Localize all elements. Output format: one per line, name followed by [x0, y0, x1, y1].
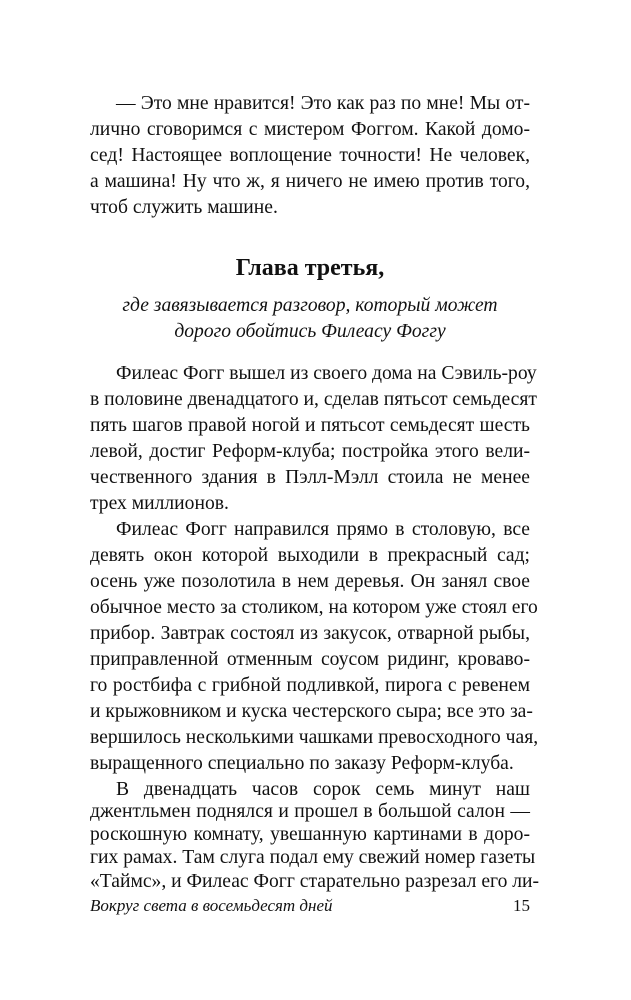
text-line: прибор. Завтрак состоял из закусок, отварной рыбы,	[90, 623, 530, 644]
text-line: выращенного специально по заказу Реформ-клуба.	[90, 753, 514, 774]
text-line: сед! Настоящее воплощение точности! Не человек,	[90, 145, 530, 166]
text-line: чтоб служить машине.	[90, 197, 278, 218]
text-line: вершилось несколькими чашками превосходного чая,	[90, 727, 539, 748]
text-line: и крыжовником и куска честерского сыра; все это за-	[90, 701, 533, 722]
text-line: Филеас Фогг вышел из своего дома на Сэвиль-роу	[116, 363, 537, 384]
text-line: роскошную комнату, увешанную картинами в доро-	[90, 824, 530, 845]
chapter-title: Глава третья,	[235, 255, 385, 281]
text-line: В двенадцать часов сорок семь минут наш	[116, 779, 530, 800]
text-line: «Таймс», и Филеас Фогг старательно разрезал его ли-	[90, 871, 540, 892]
text-line: джентльмен поднялся и прошел в большой салон —	[90, 801, 530, 822]
chapter-subtitle-line: дорого обойтись Филеасу Фоггу	[174, 321, 446, 342]
chapter-subtitle-line: где завязывается разговор, который может	[122, 295, 498, 316]
text-line: го ростбифа с грибной подливкой, пирога с ревенем	[90, 675, 530, 696]
text-line: а машина! Ну что ж, я ничего не имею против того,	[90, 171, 530, 192]
text-line: пять шагов правой ногой и пятьсот семьдесят шесть	[90, 415, 530, 436]
text-line: трех миллионов.	[90, 493, 229, 514]
text-line: девять окон которой выходили в прекрасный сад;	[90, 545, 530, 566]
text-line: левой, достиг Реформ-клуба; постройка этого вели-	[90, 441, 530, 462]
text-line: в половине двенадцатого и, сделав пятьсот семьдесят	[90, 389, 537, 410]
text-line: чественного здания в Пэлл-Мэлл стоила не менее	[90, 467, 530, 488]
running-footer-title: Вокруг света в восемьдесят дней	[90, 896, 333, 915]
text-line: лично сговоримся с мистером Фоггом. Какой домо-	[90, 119, 530, 140]
text-line: Филеас Фогг направился прямо в столовую, все	[116, 519, 530, 540]
text-line: — Это мне нравится! Это как раз по мне! Мы от-	[116, 93, 530, 114]
text-line: осень уже позолотила в нем деревья. Он занял свое	[90, 571, 530, 592]
text-line: обычное место за столиком, на котором уже стоял его	[90, 597, 538, 618]
text-line: гих рамах. Там слуга подал ему свежий номер газеты	[90, 847, 536, 868]
page-number: 15	[513, 896, 530, 915]
text-line: приправленной отменным соусом ридинг, кроваво-	[90, 649, 530, 670]
